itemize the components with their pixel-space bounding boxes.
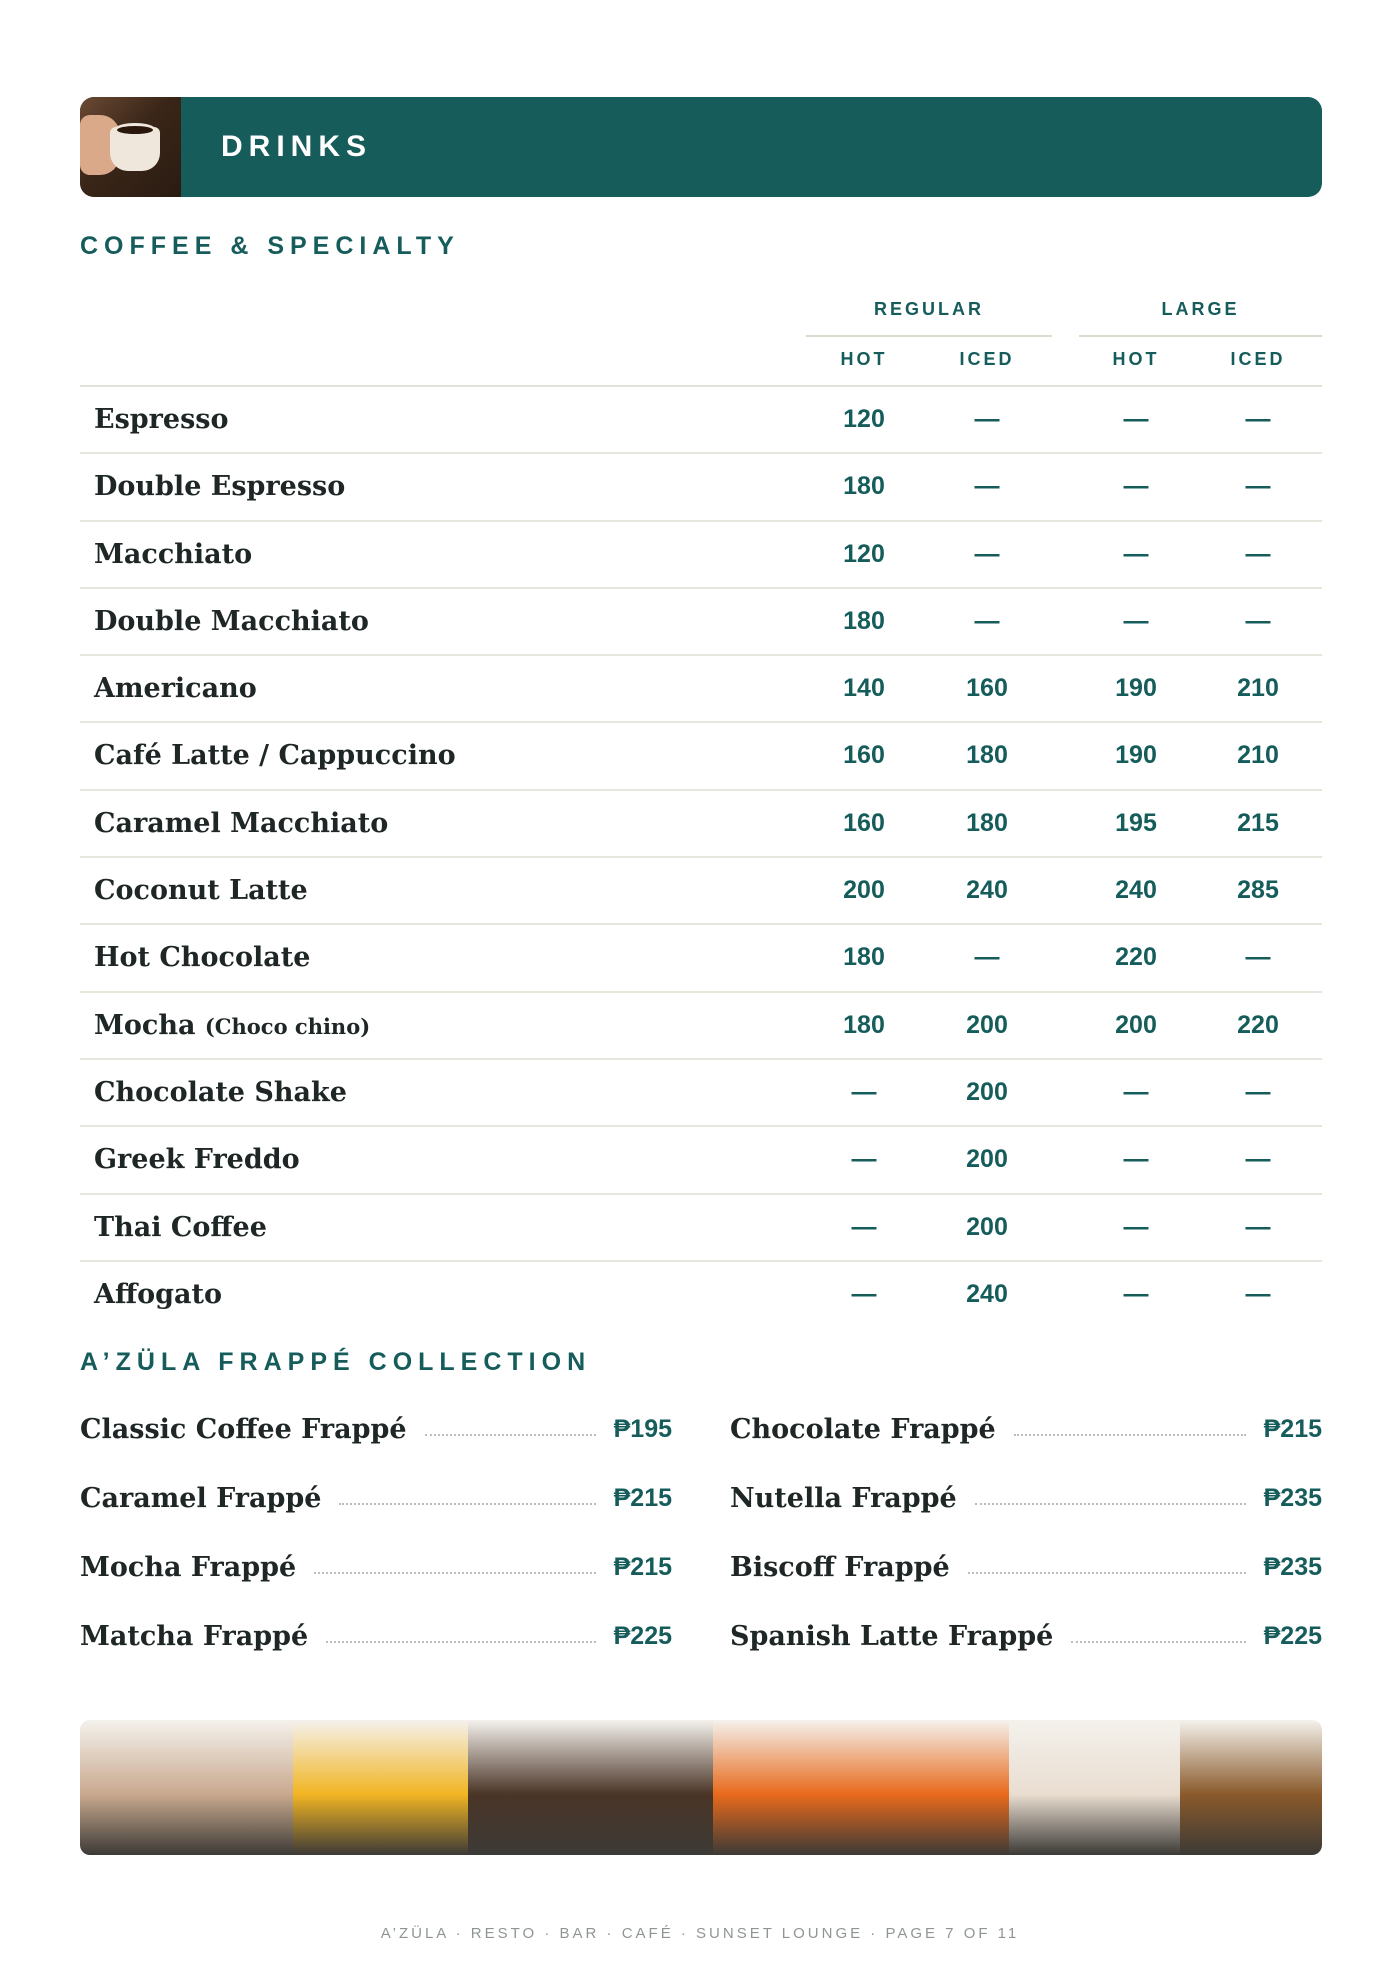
item-name bbox=[94, 791, 388, 856]
price-cell: 180 bbox=[843, 1010, 885, 1039]
col-header-large-iced: ICED bbox=[1230, 349, 1286, 369]
frappe-name: Mocha Frappé bbox=[80, 1552, 297, 1583]
price-cell: — bbox=[851, 1212, 877, 1241]
col-header-regular-iced: ICED bbox=[959, 349, 1015, 369]
frappe-list-left bbox=[80, 1395, 672, 1671]
item-name bbox=[94, 589, 369, 654]
price-cell: — bbox=[974, 405, 1000, 433]
price-cell: — bbox=[1123, 606, 1149, 635]
price-cell: 210 bbox=[1237, 741, 1279, 770]
item-name-text: Double Espresso bbox=[94, 471, 346, 503]
price-cell: — bbox=[1123, 539, 1149, 568]
item-name-text: Thai Coffee bbox=[94, 1211, 267, 1243]
dotted-leader bbox=[1014, 1434, 1246, 1436]
item-name-text: Espresso bbox=[94, 404, 229, 435]
hot-chocolate-photo bbox=[468, 1720, 713, 1855]
item-name-text: Chocolate Shake bbox=[94, 1076, 347, 1108]
group-rule-large bbox=[1079, 335, 1322, 337]
item-name-text: Hot Chocolate bbox=[94, 942, 311, 974]
price-cell: 160 bbox=[843, 741, 885, 770]
price-cell: — bbox=[1123, 472, 1149, 501]
price-cell: 190 bbox=[1115, 741, 1157, 770]
price-cell: 120 bbox=[843, 539, 885, 568]
price-cell: 160 bbox=[843, 808, 885, 837]
item-name bbox=[94, 993, 370, 1058]
item-name bbox=[94, 723, 456, 788]
table-row bbox=[80, 1127, 1322, 1194]
item-name-text: Double Macchiato bbox=[94, 605, 369, 637]
item-name-text: Café Latte / Cappuccino bbox=[94, 740, 456, 772]
price-cell: 180 bbox=[966, 741, 1008, 770]
item-name bbox=[94, 522, 252, 587]
table-row bbox=[80, 522, 1322, 589]
mango-juice-photo bbox=[293, 1720, 468, 1855]
dotted-leader bbox=[326, 1641, 595, 1643]
price-cell: 195 bbox=[1115, 808, 1157, 837]
price-cell: 160 bbox=[966, 674, 1008, 703]
table-row bbox=[80, 858, 1322, 925]
price-cell: 200 bbox=[966, 1077, 1008, 1106]
price-cell: — bbox=[1245, 1145, 1271, 1174]
table-row bbox=[80, 925, 1322, 992]
price-cell: — bbox=[851, 1145, 877, 1174]
item-name-text: Greek Freddo bbox=[94, 1144, 300, 1176]
frappe-name: Matcha Frappé bbox=[80, 1621, 309, 1652]
price-cell: 285 bbox=[1237, 876, 1279, 905]
price-cell: — bbox=[974, 943, 1000, 972]
item-name-text: Caramel Macchiato bbox=[94, 807, 389, 839]
frappe-price: ₱225 bbox=[1263, 1622, 1322, 1650]
item-name bbox=[94, 1195, 267, 1260]
price-cell: — bbox=[974, 472, 1000, 501]
price-cell: — bbox=[1123, 1077, 1149, 1106]
price-cell: — bbox=[1245, 539, 1271, 568]
item-name-text: Coconut Latte bbox=[94, 875, 308, 907]
frappe-price: ₱235 bbox=[1263, 1553, 1322, 1581]
price-cell: 215 bbox=[1237, 808, 1279, 837]
coffee-cup-photo bbox=[80, 97, 181, 197]
vanilla-shake-photo bbox=[1009, 1720, 1180, 1855]
dotted-leader bbox=[314, 1572, 595, 1574]
dotted-leader bbox=[975, 1503, 1246, 1505]
price-cell: — bbox=[1245, 1279, 1271, 1308]
price-cell: 240 bbox=[966, 1279, 1008, 1308]
page-footer: A’ZÜLA · RESTO · BAR · CAFÉ · SUNSET LOUNGE · PAGE 7 OF 11 bbox=[380, 1925, 1020, 1942]
table-row bbox=[80, 993, 1322, 1060]
price-cell: — bbox=[1245, 405, 1271, 433]
frappe-item bbox=[80, 1464, 672, 1533]
group-label-large: LARGE bbox=[1161, 299, 1240, 319]
frappe-name: Chocolate Frappé bbox=[730, 1414, 996, 1445]
item-name-text: Macchiato bbox=[94, 538, 253, 570]
frappe-list-right bbox=[730, 1395, 1322, 1671]
coffee-section-title: COFFEE & SPECIALTY bbox=[80, 232, 460, 260]
item-name-text: Mocha bbox=[94, 1009, 196, 1041]
item-name bbox=[94, 454, 345, 519]
group-label-regular: REGULAR bbox=[874, 299, 984, 319]
price-cell: 200 bbox=[966, 1212, 1008, 1241]
item-name-text: Affogato bbox=[94, 1278, 222, 1310]
item-name bbox=[94, 1262, 222, 1327]
price-cell: — bbox=[1123, 1145, 1149, 1174]
page-title: DRINKS bbox=[221, 130, 373, 163]
table-row bbox=[80, 656, 1322, 723]
drinks-photo-strip bbox=[80, 1720, 1322, 1855]
table-row bbox=[80, 454, 1322, 521]
group-rule-regular bbox=[806, 335, 1052, 337]
table-row bbox=[80, 1195, 1322, 1262]
item-name bbox=[94, 387, 228, 452]
frappe-price: ₱235 bbox=[1263, 1484, 1322, 1512]
item-name bbox=[94, 858, 308, 923]
frappe-name: Classic Coffee Frappé bbox=[80, 1414, 407, 1445]
price-cell: 200 bbox=[1115, 1010, 1157, 1039]
dotted-leader bbox=[425, 1434, 596, 1436]
carrot-juice-photo bbox=[713, 1720, 1009, 1855]
item-name bbox=[94, 925, 310, 990]
price-cell: 180 bbox=[966, 808, 1008, 837]
price-cell: — bbox=[1245, 472, 1271, 501]
item-name bbox=[94, 1060, 347, 1125]
price-cell: 200 bbox=[843, 876, 885, 905]
price-cell: 120 bbox=[843, 405, 885, 433]
price-cell: — bbox=[1123, 1212, 1149, 1241]
drinks-header-band bbox=[80, 97, 1322, 197]
frappe-section-title: A’ZÜLA FRAPPÉ COLLECTION bbox=[80, 1348, 592, 1376]
price-cell: 180 bbox=[843, 606, 885, 635]
frappe-item bbox=[80, 1533, 672, 1602]
item-name bbox=[94, 1127, 300, 1192]
frappe-price: ₱215 bbox=[613, 1484, 672, 1512]
table-row bbox=[80, 1262, 1322, 1329]
frappe-item bbox=[730, 1395, 1322, 1464]
dotted-leader bbox=[1071, 1641, 1245, 1643]
caramel-drink-photo bbox=[1180, 1720, 1322, 1855]
table-row bbox=[80, 723, 1322, 790]
frappe-price: ₱215 bbox=[1263, 1415, 1322, 1443]
price-cell: 240 bbox=[966, 876, 1008, 905]
frappe-name: Spanish Latte Frappé bbox=[730, 1621, 1054, 1652]
table-row bbox=[80, 387, 1322, 454]
frappe-name: Nutella Frappé bbox=[730, 1483, 957, 1514]
frappe-name: Biscoff Frappé bbox=[730, 1552, 950, 1583]
dotted-leader bbox=[968, 1572, 1246, 1574]
price-cell: — bbox=[851, 1077, 877, 1106]
frappe-photo bbox=[80, 1720, 293, 1855]
item-name-text: Americano bbox=[94, 673, 257, 705]
dotted-leader bbox=[339, 1503, 595, 1505]
frappe-price: ₱225 bbox=[613, 1622, 672, 1650]
price-cell: — bbox=[1245, 606, 1271, 635]
price-cell: 190 bbox=[1115, 674, 1157, 703]
price-cell: — bbox=[974, 606, 1000, 635]
frappe-price: ₱195 bbox=[613, 1415, 672, 1443]
price-cell: 240 bbox=[1115, 876, 1157, 905]
coffee-surface-shape bbox=[114, 123, 156, 137]
table-row bbox=[80, 1060, 1322, 1127]
price-cell: 200 bbox=[966, 1145, 1008, 1174]
price-cell: — bbox=[1245, 1077, 1271, 1106]
col-header-large-hot: HOT bbox=[1112, 349, 1160, 369]
price-cell: — bbox=[1245, 1212, 1271, 1241]
frappe-item bbox=[730, 1533, 1322, 1602]
price-cell: — bbox=[1123, 405, 1149, 433]
frappe-item bbox=[730, 1464, 1322, 1533]
price-cell: 220 bbox=[1237, 1010, 1279, 1039]
frappe-item bbox=[80, 1602, 672, 1671]
price-cell: 220 bbox=[1115, 943, 1157, 972]
col-header-regular-hot: HOT bbox=[840, 349, 888, 369]
frappe-item bbox=[80, 1395, 672, 1464]
coffee-price-table bbox=[80, 387, 1322, 1329]
item-note: (Choco chino) bbox=[204, 1013, 371, 1039]
price-cell: — bbox=[974, 539, 1000, 568]
price-cell: 210 bbox=[1237, 674, 1279, 703]
frappe-name: Caramel Frappé bbox=[80, 1483, 322, 1514]
price-cell: 140 bbox=[843, 674, 885, 703]
frappe-price: ₱215 bbox=[613, 1553, 672, 1581]
price-cell: — bbox=[851, 1279, 877, 1308]
price-cell: — bbox=[1123, 1279, 1149, 1308]
price-cell: 200 bbox=[966, 1010, 1008, 1039]
table-row bbox=[80, 589, 1322, 656]
price-cell: 180 bbox=[843, 472, 885, 501]
table-row bbox=[80, 791, 1322, 858]
item-name bbox=[94, 656, 257, 721]
price-cell: — bbox=[1245, 943, 1271, 972]
frappe-item bbox=[730, 1602, 1322, 1671]
price-cell: 180 bbox=[843, 943, 885, 972]
